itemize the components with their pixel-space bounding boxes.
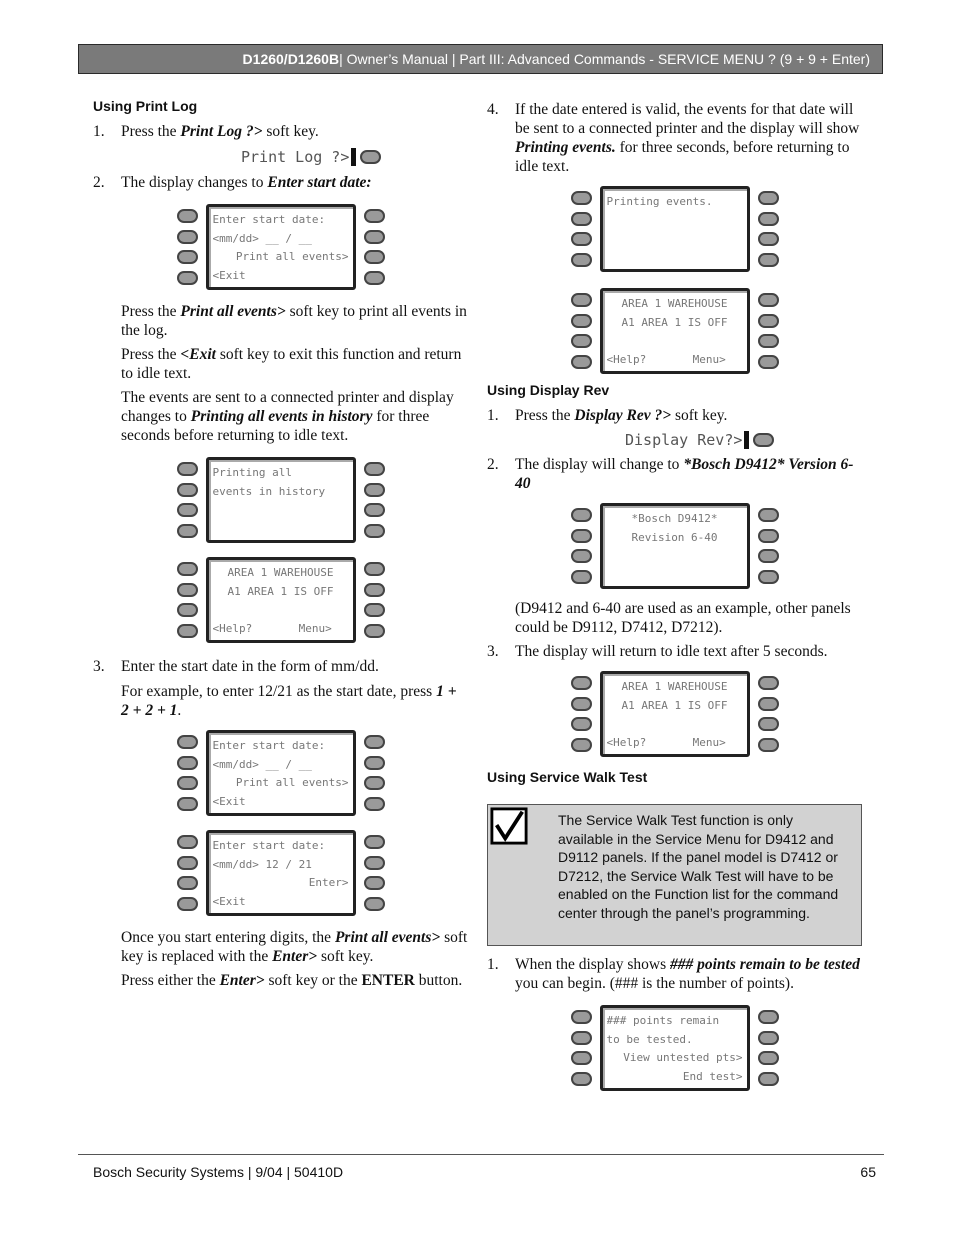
lcd-line: [607, 546, 743, 565]
soft-key-button[interactable]: [177, 209, 198, 223]
soft-key-button[interactable]: [571, 253, 592, 267]
soft-key-button[interactable]: [758, 1031, 779, 1045]
soft-key-button[interactable]: [758, 529, 779, 543]
soft-key-button[interactable]: [571, 293, 592, 307]
display-text: *Bosch D9412* Version 6-40: [515, 456, 854, 492]
soft-key-name: Enter>: [219, 972, 265, 989]
print-log-soft-key: [241, 145, 468, 169]
soft-key-button[interactable]: [364, 876, 385, 890]
lcd-line: [607, 714, 743, 733]
soft-key-button[interactable]: [758, 738, 779, 752]
right-soft-keys: [758, 503, 779, 589]
soft-key-replaced-paragraph: [121, 928, 468, 966]
step-text: If the date entered is valid, the events for that date will be sent to a connected printer and the display will show: [515, 101, 860, 137]
lcd-screen: [600, 1005, 750, 1091]
checkbox-icon: [490, 807, 528, 845]
left-soft-keys: [571, 671, 592, 757]
soft-key-button[interactable]: [758, 549, 779, 563]
step-text: The display will change to: [515, 456, 684, 473]
lcd-line: <Exit: [212, 894, 246, 908]
step-number: 4.: [487, 101, 499, 118]
example-note-paragraph: (D9412 and 6-40 are used as an example, other panels could be D9112, D7412, D7212).: [515, 600, 851, 636]
print-log-step-4: [487, 100, 862, 176]
step-text: for three seconds, before returning to idle text.: [515, 139, 850, 175]
lcd-line: A1 AREA 1 IS OFF: [621, 698, 728, 712]
page-number: 65: [860, 1164, 876, 1180]
para-text: soft key to exit this function and return to idle text.: [121, 346, 462, 382]
para-text: For example, to enter 12/21 as the start date, press: [121, 683, 437, 700]
soft-key-button[interactable]: [758, 1010, 779, 1024]
lcd-keypad: [487, 288, 862, 374]
display-rev-step-1: [487, 406, 862, 425]
lcd-keypad: [93, 557, 468, 643]
exit-paragraph: [121, 345, 468, 383]
step-number: 1.: [93, 123, 105, 140]
lcd-screen: [600, 671, 750, 757]
soft-key-button[interactable]: [177, 271, 198, 285]
display-rev-step-3: [487, 642, 862, 661]
example-paragraph: [93, 682, 468, 720]
lcd-line: Revision 6-40: [631, 530, 718, 544]
soft-key-button[interactable]: [177, 503, 198, 517]
header-model: D1260/D1260B: [242, 51, 340, 67]
lcd-keypad: [93, 204, 468, 290]
lcd-line: <Exit: [212, 268, 246, 282]
lcd-line: [607, 211, 743, 230]
soft-key-button[interactable]: [364, 562, 385, 576]
soft-key-button[interactable]: [571, 1010, 592, 1024]
soft-key-button[interactable]: [364, 624, 385, 638]
para-text: .: [177, 702, 182, 719]
left-column: [93, 96, 468, 990]
left-soft-keys: [571, 503, 592, 589]
soft-key-button[interactable]: [571, 697, 592, 711]
soft-key-name: Print all events>: [180, 303, 286, 320]
soft-key-button[interactable]: [177, 897, 198, 911]
soft-key-button[interactable]: [364, 583, 385, 597]
lcd-line: [607, 331, 743, 350]
lcd-keypad: [93, 730, 468, 816]
right-soft-keys: [758, 671, 779, 757]
lcd-line: <mm/dd> 12 / 21: [212, 857, 312, 871]
lcd-line: [607, 248, 743, 267]
left-soft-keys: [571, 288, 592, 374]
lcd-line: *Bosch D9412*: [631, 512, 718, 525]
soft-key-button[interactable]: [364, 271, 385, 285]
step-number: 3.: [487, 643, 499, 660]
soft-key-button[interactable]: [364, 250, 385, 264]
right-column: [487, 100, 862, 787]
lcd-line: Enter start date:: [212, 839, 326, 852]
soft-key-button[interactable]: [364, 797, 385, 811]
soft-key-name: Enter>: [272, 948, 318, 965]
soft-key-button[interactable]: [758, 253, 779, 267]
soft-key-button[interactable]: [571, 334, 592, 348]
lcd-line: AREA 1 WAREHOUSE: [227, 566, 334, 579]
page-header: [78, 44, 883, 74]
lcd-line: A1 AREA 1 IS OFF: [227, 584, 334, 598]
print-log-step-3: [93, 657, 468, 676]
soft-key-button[interactable]: [758, 1051, 779, 1065]
lcd-screen: [600, 288, 750, 374]
walk-test-step-1: [487, 955, 862, 993]
lcd-line: Enter start date:: [212, 213, 326, 226]
soft-key-button[interactable]: [571, 676, 592, 690]
soft-key-button[interactable]: [177, 856, 198, 870]
soft-key-button[interactable]: [177, 230, 198, 244]
note-box: [487, 804, 862, 946]
soft-key-button[interactable]: [177, 250, 198, 264]
soft-key-button[interactable]: [571, 1031, 592, 1045]
soft-key-button[interactable]: [758, 191, 779, 205]
soft-key-button[interactable]: [758, 232, 779, 246]
para-text: Press the: [121, 303, 181, 320]
soft-key-button[interactable]: [364, 835, 385, 849]
cursor-block: [351, 148, 356, 166]
soft-key-button[interactable]: [571, 191, 592, 205]
soft-key-button[interactable]: [177, 583, 198, 597]
soft-key-button[interactable]: [364, 483, 385, 497]
lcd-line: to be tested.: [606, 1032, 693, 1046]
step-number: 1.: [487, 407, 499, 424]
soft-key-button[interactable]: [571, 212, 592, 226]
soft-key-button[interactable]: [758, 334, 779, 348]
lcd-line: <Exit: [212, 794, 246, 808]
para-text: for three seconds before returning to idle text.: [121, 408, 430, 444]
soft-key-button[interactable]: [364, 756, 385, 770]
para-text: Once you start entering digits, the: [121, 929, 335, 946]
lcd-line: A1 AREA 1 IS OFF: [621, 315, 728, 329]
step-text: you can begin. (### is the number of points).: [515, 975, 794, 992]
lcd-screen: [600, 503, 750, 589]
lcd-line: ### points remain: [606, 1014, 720, 1027]
lcd-screen: [206, 457, 356, 543]
lcd-keypad: [487, 186, 862, 272]
lcd-keypad: [487, 671, 862, 757]
keypad-button-icon: [753, 433, 774, 447]
soft-key-button[interactable]: [364, 209, 385, 223]
print-log-step-1: [93, 122, 468, 141]
soft-key-button[interactable]: [177, 756, 198, 770]
display-text: Printing all events in history: [190, 408, 373, 425]
para-text: soft key is replaced with the: [121, 929, 468, 965]
soft-key-button[interactable]: [571, 1072, 592, 1086]
display-rev-step-2: [487, 455, 862, 493]
lcd-line: End test>: [682, 1069, 743, 1083]
lcd-screen: [206, 830, 356, 916]
para-text: button.: [414, 972, 463, 989]
soft-key-button[interactable]: [758, 676, 779, 690]
para-text: soft key.: [317, 948, 374, 965]
key-sequence: 1 + 2 + 2 + 1: [121, 683, 457, 719]
step-number: 3.: [93, 658, 105, 675]
note-text: The Service Walk Test function is only available in the Service Menu for D9412 and D9112 panels. If the panel model is D7412 or D7212, the Service Walk Test will have to be enabled on the Function list for the command center through the panel’s programming.: [558, 812, 839, 921]
para-text: Press either the: [121, 972, 220, 989]
lcd-line: <Help? Menu>: [606, 735, 726, 749]
soft-key-button[interactable]: [177, 835, 198, 849]
soft-key-button[interactable]: [571, 355, 592, 369]
lcd-line: [607, 565, 743, 584]
soft-key-button[interactable]: [571, 232, 592, 246]
step-text: Enter the start date in the form of mm/dd.: [121, 658, 379, 675]
right-soft-keys: [364, 557, 385, 643]
printing-paragraph: [121, 388, 468, 445]
soft-key-button[interactable]: [571, 549, 592, 563]
soft-key-button[interactable]: [364, 603, 385, 617]
step-number: 1.: [487, 956, 499, 973]
step-text: The display will return to idle text after 5 seconds.: [515, 643, 828, 660]
walk-test-steps: [487, 955, 862, 1091]
right-soft-keys: [364, 457, 385, 543]
lcd-screen: [206, 204, 356, 290]
soft-key-button[interactable]: [177, 483, 198, 497]
step-text: soft key.: [671, 407, 728, 424]
right-soft-keys: [758, 288, 779, 374]
right-soft-keys: [758, 186, 779, 272]
soft-key-button[interactable]: [177, 462, 198, 476]
lcd-line: events in history: [212, 484, 326, 498]
print-all-events-paragraph: [121, 302, 468, 340]
soft-key-button[interactable]: [177, 524, 198, 538]
soft-key-button[interactable]: [177, 603, 198, 617]
lcd-screen: [600, 186, 750, 272]
left-soft-keys: [177, 730, 198, 816]
para-text: The events are sent to a connected printer and display changes to: [121, 389, 454, 425]
soft-key-button[interactable]: [571, 314, 592, 328]
soft-key-label: Display Rev?>: [625, 431, 743, 449]
lcd-line: AREA 1 WAREHOUSE: [621, 297, 728, 310]
soft-key-button[interactable]: [364, 503, 385, 517]
right-soft-keys: [364, 730, 385, 816]
step-text: When the display shows: [515, 956, 670, 973]
lcd-line: <mm/dd> __ / __: [212, 757, 312, 771]
step-number: 2.: [93, 174, 105, 191]
soft-key-button[interactable]: [364, 230, 385, 244]
lcd-line: [213, 500, 349, 519]
lcd-screen: [206, 730, 356, 816]
left-soft-keys: [177, 830, 198, 916]
soft-key-button[interactable]: [571, 570, 592, 584]
lcd-keypad: [487, 503, 862, 589]
footer-divider: [78, 1154, 884, 1155]
soft-key-button[interactable]: [364, 856, 385, 870]
header-text: | Owner’s Manual | Part III: Advanced Commands - SERVICE MENU ? (9 + 9 + Enter): [339, 51, 870, 67]
step-number: 2.: [487, 456, 499, 473]
left-soft-keys: [571, 1005, 592, 1091]
soft-key-button[interactable]: [177, 876, 198, 890]
soft-key-name: Print all events>: [334, 929, 441, 946]
lcd-keypad: [487, 1005, 862, 1091]
soft-key-button[interactable]: [571, 529, 592, 543]
soft-key-button[interactable]: [177, 797, 198, 811]
soft-key-button[interactable]: [758, 508, 779, 522]
soft-key-button[interactable]: [758, 1072, 779, 1086]
soft-key-button[interactable]: [758, 212, 779, 226]
lcd-line: [607, 229, 743, 248]
lcd-screen: [206, 557, 356, 643]
display-text: Enter start date:: [267, 174, 372, 191]
soft-key-button[interactable]: [571, 508, 592, 522]
footer-publisher: Bosch Security Systems | 9/04 | 50410D: [93, 1164, 344, 1180]
left-soft-keys: [177, 557, 198, 643]
display-text: ### points remain to be tested: [669, 956, 860, 973]
right-soft-keys: [364, 830, 385, 916]
lcd-line: Printing events.: [606, 195, 713, 208]
soft-key-button[interactable]: [177, 735, 198, 749]
soft-key-button[interactable]: [571, 738, 592, 752]
left-soft-keys: [177, 204, 198, 290]
soft-key-button[interactable]: [177, 776, 198, 790]
section-title-print-log: Using Print Log: [93, 98, 198, 114]
lcd-line: <Help? Menu>: [212, 621, 332, 635]
step-text: Press the: [121, 123, 181, 140]
press-enter-paragraph: [121, 971, 468, 990]
lcd-keypad: [93, 457, 468, 543]
keypad-button-icon: [360, 150, 381, 164]
soft-key-button[interactable]: [758, 314, 779, 328]
lcd-line: <Help? Menu>: [606, 352, 726, 366]
lcd-line: Print all events>: [235, 250, 349, 263]
soft-key-button[interactable]: [758, 570, 779, 584]
soft-key-button[interactable]: [571, 717, 592, 731]
soft-key-button[interactable]: [758, 355, 779, 369]
soft-key-button[interactable]: [177, 562, 198, 576]
soft-key-button[interactable]: [177, 624, 198, 638]
display-text: Printing events.: [515, 139, 616, 156]
right-soft-keys: [758, 1005, 779, 1091]
para-text: soft key or the: [264, 972, 362, 989]
left-soft-keys: [177, 457, 198, 543]
lcd-line: [213, 600, 349, 619]
soft-key-button[interactable]: [364, 462, 385, 476]
soft-key-button[interactable]: [364, 735, 385, 749]
step-text: soft key.: [262, 123, 319, 140]
lcd-line: [213, 519, 349, 538]
button-name: ENTER: [361, 972, 415, 989]
right-soft-keys: [364, 204, 385, 290]
left-soft-keys: [571, 186, 592, 272]
soft-key-name: Print Log ?>: [180, 123, 263, 140]
soft-key-button[interactable]: [364, 897, 385, 911]
soft-key-button[interactable]: [758, 717, 779, 731]
lcd-line: Printing all: [212, 466, 292, 479]
soft-key-name: <Exit: [180, 346, 216, 363]
lcd-line: Print all events>: [235, 776, 349, 789]
soft-key-button[interactable]: [364, 776, 385, 790]
section-title-walk-test: Using Service Walk Test: [487, 769, 648, 785]
lcd-line: <mm/dd> __ / __: [212, 231, 312, 245]
soft-key-button[interactable]: [571, 1051, 592, 1065]
lcd-line: View untested pts>: [623, 1051, 743, 1064]
section-title-display-rev: Using Display Rev: [487, 382, 610, 398]
display-rev-soft-key: [625, 428, 862, 452]
para-text: soft key to print all events in the log.: [121, 303, 467, 339]
lcd-line: Enter>: [308, 876, 349, 889]
soft-key-button[interactable]: [364, 524, 385, 538]
cursor-block: [744, 431, 749, 449]
soft-key-button[interactable]: [758, 293, 779, 307]
print-log-step-2: [93, 173, 468, 192]
lcd-keypad: [93, 830, 468, 916]
para-text: Press the: [121, 346, 181, 363]
soft-key-label: Print Log ?>: [241, 148, 350, 166]
lcd-line: Enter start date:: [212, 739, 326, 752]
lcd-line: AREA 1 WAREHOUSE: [621, 680, 728, 693]
soft-key-button[interactable]: [758, 697, 779, 711]
step-text: Press the: [515, 407, 575, 424]
soft-key-name: Display Rev ?>: [574, 407, 672, 424]
step-text: The display changes to: [121, 174, 268, 191]
